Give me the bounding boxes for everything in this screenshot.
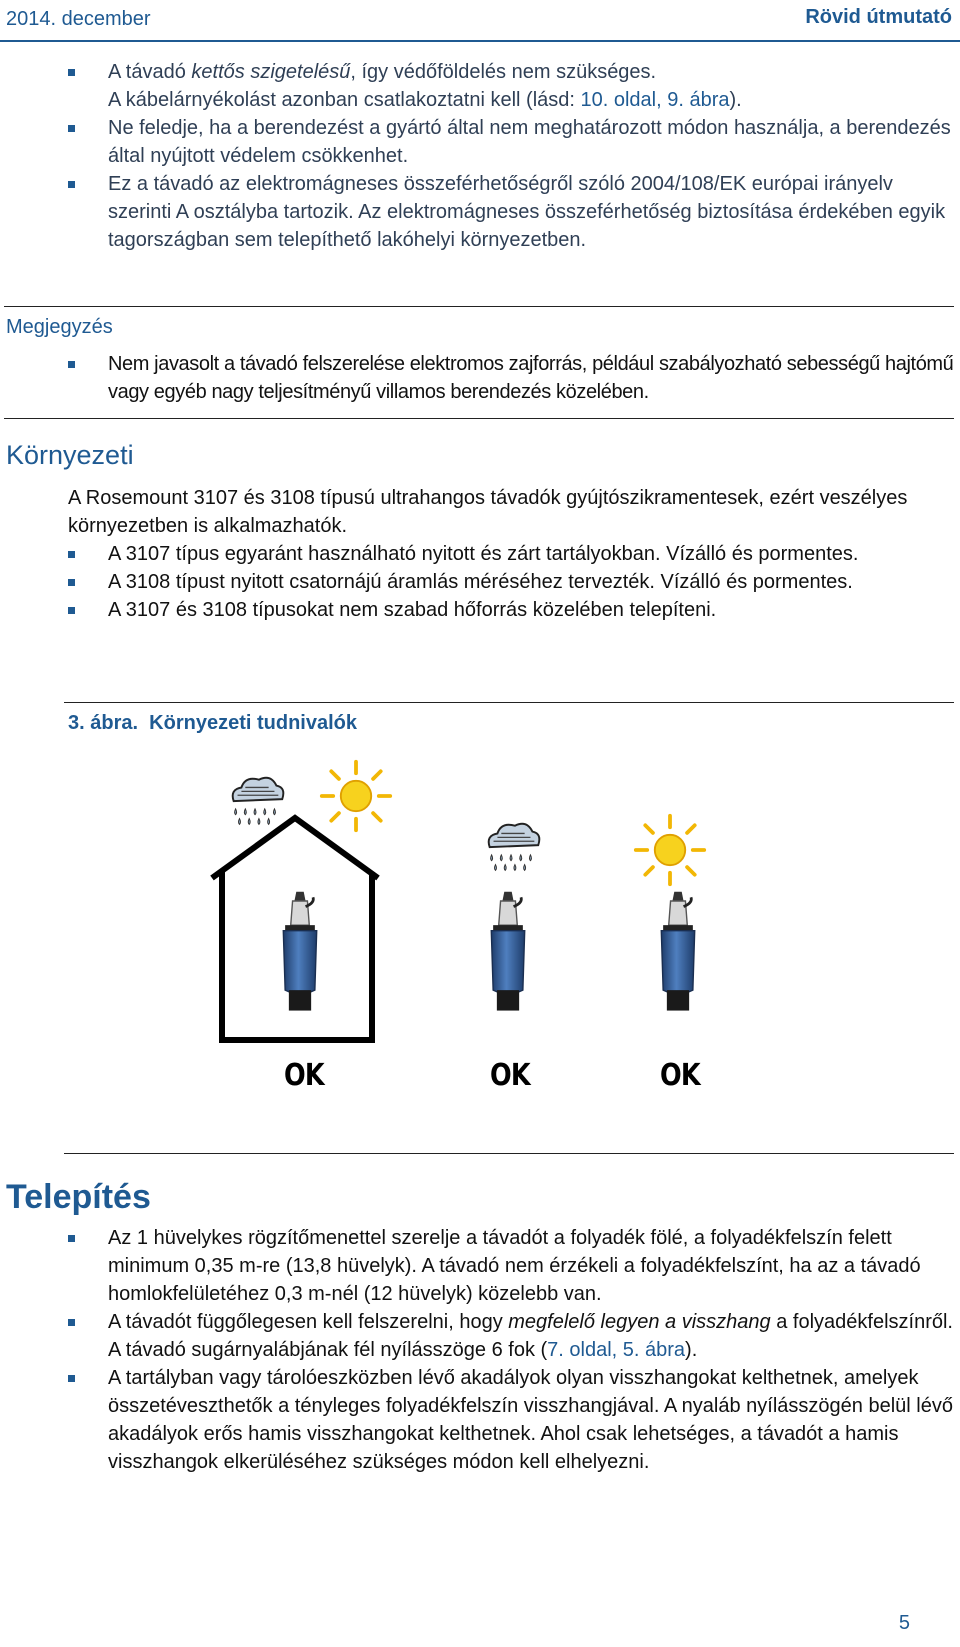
- note-bullet-1: Nem javasolt a távadó felszerelése elektromos zajforrás, például szabályozható sebességű hajtómű vagy egyéb nagy teljesítményű villamos berendezés közelében.: [68, 350, 954, 406]
- ok-label-2: OK: [490, 1058, 530, 1093]
- sun-icon: [322, 762, 390, 830]
- header-title: Rövid útmutató: [805, 6, 952, 28]
- ok-label-1: OK: [284, 1058, 324, 1093]
- intro-bullet-1: [68, 58, 954, 114]
- environmental-bullet-1: A 3107 típus egyaránt használható nyitott és zárt tartályokban. Vízálló és pormentes.: [68, 540, 954, 568]
- cross-ref-link[interactable]: 10. oldal, 9. ábra: [580, 89, 730, 111]
- divider: [4, 306, 954, 307]
- header-date: 2014. december: [6, 8, 151, 30]
- sun-icon: [636, 816, 704, 884]
- house-roof: [212, 818, 378, 878]
- environmental-heading: Környezeti: [6, 440, 134, 470]
- note-section: [68, 350, 954, 406]
- note-bullet-list: [68, 350, 954, 406]
- text: , így védőföldelés nem szükséges.: [350, 61, 657, 83]
- emphasis: megfelelő legyen a visszhang: [508, 1311, 771, 1333]
- text: a folyadékfelszínről. A távadó sugárnyalábjának fél nyílásszöge 6 fok (: [108, 1311, 953, 1361]
- rain-cloud-icon: [233, 778, 284, 825]
- environment-figure: [0, 740, 960, 1060]
- installation-bullet-3: A tartályban vagy tárolóeszközben lévő akadályok olyan visszhangokat kelthetnek, amelyek összetéveszthetők a tényleges folyadékfelszín visszhangjával. A nyaláb nyílásszögén belül lévő akadályok erős hamis visszhangokat kelthetnek. Ahol csak lehetséges, a távadót a hamis visszhangok elkerüléséhez szükséges módon kell elhelyezni.: [68, 1364, 954, 1476]
- text: A távadót függőlegesen kell felszerelni, hogy: [108, 1311, 509, 1333]
- installation-bullet-list: [68, 1224, 954, 1476]
- installation-bullet-1: Az 1 hüvelykes rögzítőmenettel szerelje a távadót a folyadék fölé, a folyadékfelszín felett minimum 0,35 m-re (13,8 hüvelyk). A távadó nem érzékeli a folyadékfelszínt, ha az a távadó homlokfelületéhez 0,3 m-nél (12 hüvelyk) közelebb van.: [68, 1224, 954, 1308]
- figure-title: Környezeti tudnivalók: [149, 712, 357, 734]
- ok-label-3: OK: [660, 1058, 700, 1093]
- rain-cloud-icon: [489, 824, 540, 871]
- environmental-bullet-2: A 3108 típust nyitott csatornájú áramlás méréséhez tervezték. Vízálló és pormentes.: [68, 568, 954, 596]
- divider: [4, 418, 954, 419]
- figure-number: 3. ábra.: [68, 712, 139, 734]
- cross-ref-link[interactable]: 7. oldal, 5. ábra: [547, 1339, 686, 1361]
- emphasis: kettős szigetelésű: [191, 61, 351, 83]
- text: ).: [729, 89, 742, 111]
- transmitter-icon: [661, 892, 694, 1011]
- transmitter-icon: [491, 892, 524, 1011]
- text: ).: [685, 1339, 698, 1361]
- note-label: Megjegyzés: [6, 316, 113, 338]
- intro-bullet-2: Ne feledje, ha a berendezést a gyártó által nem meghatározott módon használja, a berendezés által nyújtott védelem csökkenhet.: [68, 114, 954, 170]
- environmental-bullet-list: [68, 540, 954, 624]
- divider: [64, 702, 954, 703]
- text: A kábelárnyékolást azonban csatlakoztatni kell (lásd:: [108, 89, 581, 111]
- installation-bullet-2: [68, 1308, 954, 1364]
- environmental-bullet-3: A 3107 és 3108 típusokat nem szabad hőforrás közelében telepíteni.: [68, 596, 954, 624]
- environmental-intro: A Rosemount 3107 és 3108 típusú ultrahangos távadók gyújtószikramentesek, ezért veszélyes környezetben is alkalmazhatók.: [68, 487, 908, 537]
- intro-section: [68, 58, 954, 254]
- divider: [64, 1153, 954, 1154]
- intro-bullet-3: Ez a távadó az elektromágneses összeférhetőségről szóló 2004/108/EK európai irányelv szerinti A osztályba tartozik. Az elektromágneses összeférhetőség biztosítása érdekében egyik tagországban sem telepíthető lakóhelyi környezetben.: [68, 170, 954, 254]
- intro-bullet-list: [68, 58, 954, 254]
- header-rule: [0, 40, 960, 42]
- transmitter-icon: [283, 892, 316, 1011]
- figure-caption: [68, 712, 954, 735]
- environmental-section: [68, 484, 954, 624]
- installation-section: [68, 1224, 954, 1476]
- page-header: [0, 0, 960, 40]
- page-number: 5: [898, 1612, 910, 1634]
- text: A távadó: [108, 61, 192, 83]
- installation-heading: Telepítés: [6, 1178, 151, 1216]
